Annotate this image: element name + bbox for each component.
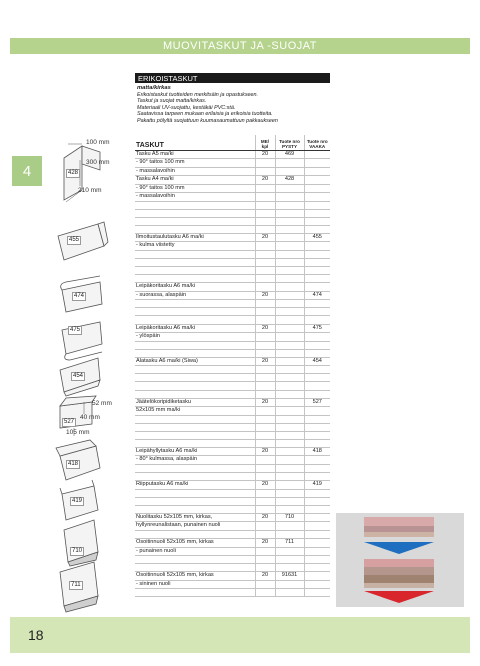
photo-band — [364, 559, 434, 567]
product-label-454: 454 — [73, 373, 84, 379]
header-pysty-line1: Tuote nro — [279, 138, 300, 144]
header-me-line1: ME/ — [260, 138, 270, 144]
vaaka-cell: 418 — [304, 447, 330, 456]
product-name-cell: Leipäkoritasku A6 ma/ki — [135, 324, 255, 333]
header-vaaka-line1: Tuote nro — [306, 138, 328, 144]
intro-line: Materiaali UV-suojattu, kestäkäi PVC:stä. — [137, 104, 236, 111]
me-cell: 20 — [255, 398, 275, 407]
pysty-cell: 710 — [275, 513, 304, 522]
me-cell: 20 — [255, 233, 275, 242]
dimension-428-side: 300 mm — [86, 159, 110, 166]
product-name-cell: - massalavoihin — [135, 193, 255, 202]
product-name-cell: Leipähyllytasku A6 ma/ki — [135, 447, 255, 456]
me-cell: 20 — [255, 539, 275, 548]
intro-line: Erikoistaskut tuotteiden merkitsäin ja opastukseen. — [137, 91, 259, 98]
product-name-cell: - 80° kulmassa, alaspäin — [135, 456, 255, 465]
product-name-cell: - punainen nuoli — [135, 547, 255, 556]
pocket-710-drawing — [64, 520, 98, 566]
pysty-cell: 711 — [275, 539, 304, 548]
product-name-cell: - 90° taitos 100 mm — [135, 159, 255, 168]
me-cell: 20 — [255, 513, 275, 522]
product-label-711: 711 — [71, 582, 81, 588]
chapter-number: 4 — [22, 162, 32, 180]
product-name-cell: 52x105 mm ma/ki — [135, 407, 255, 416]
product-label-475: 475 — [70, 327, 81, 333]
product-name-cell: Alatasku A6 ma/ki (Siwa) — [135, 357, 255, 366]
dimension-428-bottom: 210 mm — [78, 187, 102, 194]
product-label-527: 527 — [64, 419, 75, 425]
header-pysty-line2: PYSTY — [281, 143, 298, 149]
dimension-527-bottom: 105 mm — [66, 429, 90, 436]
product-name-cell: Osoitinnuoli 52x105 mm, kirkas — [135, 539, 255, 548]
product-label-428: 428 — [68, 170, 79, 176]
me-cell: 20 — [255, 572, 275, 581]
section-title: ERIKOISTASKUT — [138, 73, 198, 83]
product-name-cell: - kulma viistetty — [135, 242, 255, 251]
dimension-527-top: 52 mm — [92, 400, 112, 407]
me-cell: 20 — [255, 150, 275, 159]
vaaka-cell: 475 — [304, 324, 330, 333]
vaaka-cell: 454 — [304, 357, 330, 366]
dimension-527-side: 40 mm — [80, 414, 100, 421]
vaaka-cell: 527 — [304, 398, 330, 407]
product-name-cell: Osoitinnuoli 52x105 mm, kirkas — [135, 572, 255, 581]
me-cell: 20 — [255, 481, 275, 490]
header-vaaka-line2: VAAKA — [309, 143, 326, 149]
me-cell: 20 — [255, 357, 275, 366]
product-name-cell: - suorassa, alaspäin — [135, 291, 255, 300]
product-label-418: 418 — [68, 461, 79, 467]
me-cell: 20 — [255, 176, 275, 185]
product-name-cell: Ilmoitustaulutasku A6 ma/ki — [135, 233, 255, 242]
photo-band — [364, 526, 434, 532]
product-name-cell: Tasku A5 ma/ki — [135, 150, 255, 159]
pysty-cell: 428 — [275, 176, 304, 185]
product-name-cell: Jäätelökoripidiketasku — [135, 398, 255, 407]
me-cell: 20 — [255, 447, 275, 456]
product-name-cell: Riipputasku A6 ma/ki — [135, 481, 255, 490]
blue-arrow-icon — [364, 542, 434, 554]
product-name-cell: - massalavoihin — [135, 167, 255, 176]
product-name-cell: Leipäkoritasku A6 ma/ki — [135, 283, 255, 292]
product-name-cell: Tasku A4 ma/ki — [135, 176, 255, 185]
intro-line: Saatavissa tarpeen mukaan erilaisia ja erikoisia tuotteita. — [137, 111, 273, 117]
product-label-710: 710 — [72, 548, 83, 554]
dimension-428-top: 100 mm — [86, 139, 110, 146]
header-me-line2: kpl — [261, 143, 269, 149]
me-cell: 20 — [255, 291, 275, 300]
pysty-cell: 91631 — [275, 572, 304, 581]
photo-band — [364, 567, 434, 575]
vaaka-cell: 474 — [304, 291, 330, 300]
me-cell: 20 — [255, 324, 275, 333]
intro-line: Pakattu pölyltä suojattuun kuumasaumattuun pakkaukseen — [137, 117, 278, 124]
red-arrow-icon — [364, 591, 434, 603]
pysty-cell: 469 — [275, 150, 304, 159]
vaaka-cell: 455 — [304, 233, 330, 242]
product-name-cell: - ylöspäin — [135, 333, 255, 342]
photo-band — [364, 517, 434, 526]
page-footer — [10, 617, 470, 653]
product-name-cell: hyllynreunalistaan, punainen nuoli — [135, 522, 255, 531]
product-label-474: 474 — [74, 293, 85, 299]
page-number: 18 — [28, 627, 44, 643]
product-photo — [336, 513, 464, 607]
photo-band — [364, 583, 434, 588]
photo-band — [364, 532, 434, 537]
pocket-455-drawing — [58, 222, 108, 260]
intro-line: Taskut ja suojat matta/kirkas. — [137, 98, 207, 104]
product-name-cell: Nuolitasku 52x105 mm, kirkas, — [135, 513, 255, 522]
product-name-cell: - sininen nuoli — [135, 580, 255, 589]
column-header-name: TASKUT — [135, 135, 255, 150]
product-photo-drawing — [336, 513, 464, 607]
vaaka-cell: 419 — [304, 481, 330, 490]
page-header-title: MUOVITASKUT JA -SUOJAT — [162, 40, 318, 52]
section-subtitle: matta/kirkas — [137, 85, 171, 91]
product-label-455: 455 — [69, 237, 80, 243]
product-name-cell: - 90° taitos 100 mm — [135, 184, 255, 193]
product-label-419: 419 — [72, 498, 83, 504]
photo-band — [364, 575, 434, 583]
